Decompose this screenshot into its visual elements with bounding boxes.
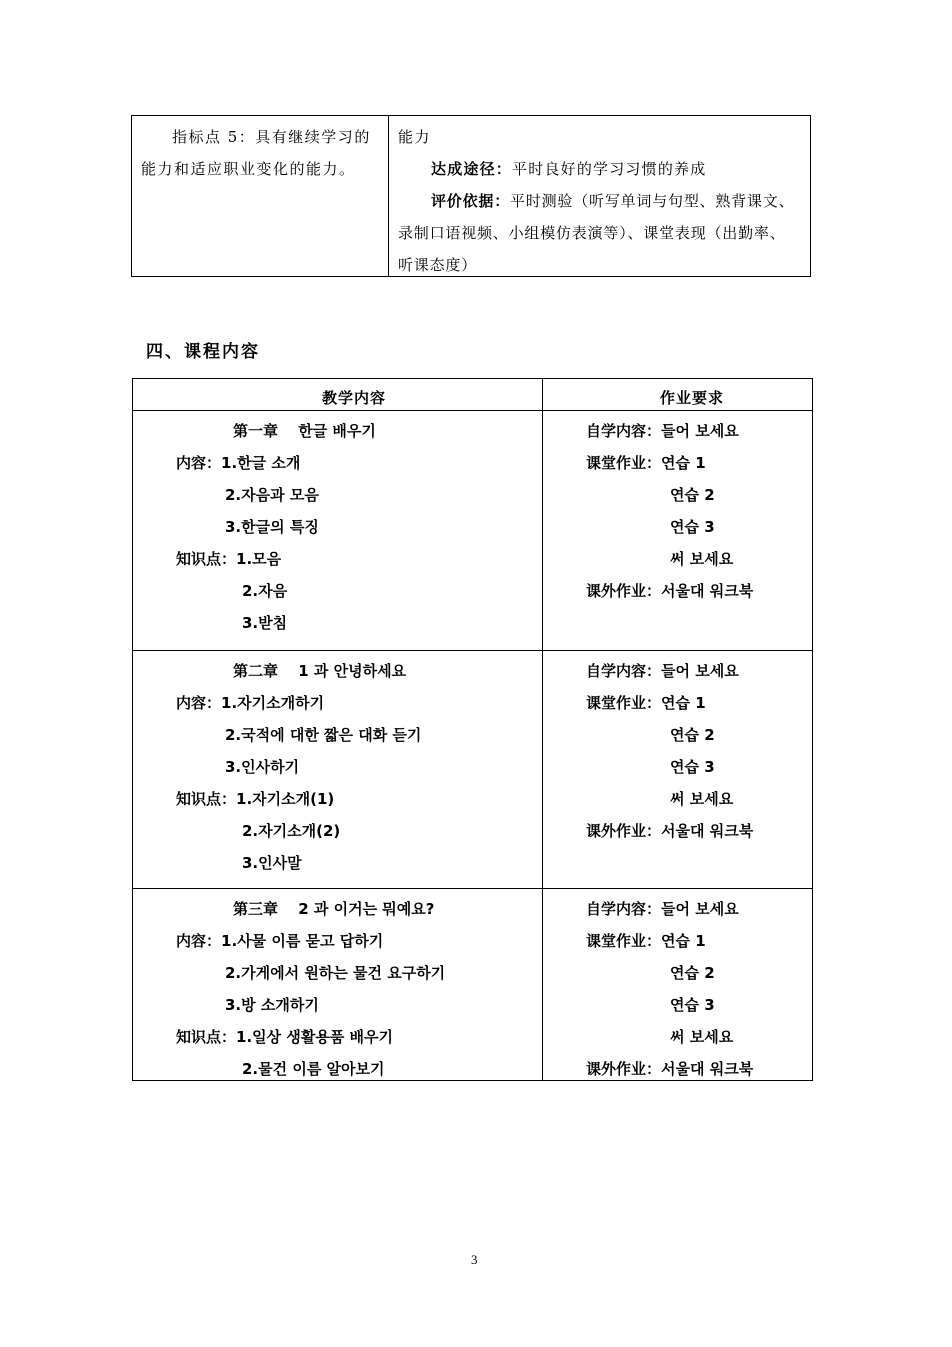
homework-line (586, 661, 739, 681)
knowledge-item: 1.일상 생활용품 배우기 (236, 1028, 394, 1046)
content-item: 2.자음과 모음 (225, 486, 319, 504)
content-item: 2.국적에 대한 짧은 대화 듣기 (225, 726, 422, 744)
page-number: 3 (471, 1252, 478, 1267)
content-label: 内容： (176, 454, 222, 472)
chapter-title: 第三章 2 과 이거는 뭐예요? (233, 900, 435, 918)
homework-text: 써 보세요 (670, 1028, 734, 1046)
header-homework: 作业要求 (660, 389, 725, 407)
homework-line (586, 421, 739, 441)
homework-label: 课堂作业： (586, 932, 662, 950)
header-content: 教学内容 (322, 389, 387, 407)
homework-text: 연습 3 (670, 758, 715, 776)
homework-text: 써 보세요 (670, 790, 734, 808)
homework-text: 써 보세요 (670, 550, 734, 568)
route-line (431, 159, 706, 179)
homework-text: 서울대 워크북 (661, 1060, 754, 1078)
knowledge-item: 2.자음 (242, 582, 288, 600)
knowledge-label: 知识点： (176, 1028, 237, 1046)
ability-text: 能力 (398, 128, 432, 146)
homework-label: 课外作业： (586, 1060, 662, 1078)
homework-label: 自学内容： (586, 422, 662, 440)
knowledge-item: 2.자기소개(2) (242, 822, 341, 840)
course-table-divider (542, 378, 543, 1081)
homework-text: 연습 3 (670, 518, 715, 536)
content-label: 内容： (176, 694, 222, 712)
homework-label: 课堂作业： (586, 694, 662, 712)
indicator-line-1: 指标点 5：具有继续学习的 (172, 128, 371, 146)
basis-line-2: 录制口语视频、小组模仿表演等）、课堂表现（出勤率、 (398, 224, 786, 242)
homework-line (586, 581, 753, 601)
knowledge-line (176, 1027, 393, 1047)
chapter-1-divider (132, 650, 813, 651)
knowledge-item: 3.인사말 (242, 854, 302, 872)
basis-text-1: 平时测验（听写单词与句型、熟背课文、 (510, 192, 795, 210)
homework-text: 연습 2 (670, 486, 715, 504)
homework-line (586, 453, 706, 473)
chapter-title: 第二章 1 과 안녕하세요 (233, 662, 407, 680)
chapter-title: 第一章 한글 배우기 (233, 422, 376, 440)
homework-line (586, 899, 739, 919)
knowledge-label: 知识点： (176, 790, 237, 808)
homework-text: 연습 2 (670, 726, 715, 744)
homework-text: 들어 보세요 (661, 422, 739, 440)
homework-line (586, 821, 753, 841)
homework-line (586, 1059, 753, 1079)
homework-text: 연습 2 (670, 964, 715, 982)
knowledge-line (176, 789, 334, 809)
content-line (176, 931, 383, 951)
homework-label: 自学内容： (586, 662, 662, 680)
homework-text: 서울대 워크북 (661, 582, 754, 600)
homework-text: 연습 1 (661, 694, 706, 712)
basis-line-3: 听课态度） (398, 256, 478, 274)
homework-text: 들어 보세요 (661, 900, 739, 918)
knowledge-item: 1.모음 (236, 550, 282, 568)
header-row-divider (132, 410, 813, 411)
homework-label: 课外作业： (586, 822, 662, 840)
knowledge-item: 1.자기소개(1) (236, 790, 335, 808)
homework-text: 연습 3 (670, 996, 715, 1014)
indicator-line-2: 能力和适应职业变化的能力。 (141, 160, 356, 178)
knowledge-item: 2.물건 이름 알아보기 (242, 1060, 385, 1078)
content-line (176, 693, 324, 713)
homework-text: 연습 1 (661, 932, 706, 950)
chapter-2-divider (132, 888, 813, 889)
homework-text: 연습 1 (661, 454, 706, 472)
homework-line (586, 931, 706, 951)
content-item: 1.사물 이름 묻고 답하기 (221, 932, 384, 950)
content-item: 1.한글 소개 (221, 454, 301, 472)
route-text: 平时良好的学习习惯的养成 (512, 160, 707, 178)
content-item: 3.인사하기 (225, 758, 300, 776)
basis-label: 评价依据： (431, 192, 511, 210)
knowledge-line (176, 549, 281, 569)
knowledge-item: 3.받침 (242, 614, 288, 632)
homework-label: 自学内容： (586, 900, 662, 918)
content-label: 内容： (176, 932, 222, 950)
top-table-divider (388, 115, 389, 277)
content-item: 3.방 소개하기 (225, 996, 319, 1014)
homework-label: 课堂作业： (586, 454, 662, 472)
homework-text: 서울대 워크북 (661, 822, 754, 840)
content-item: 2.가게에서 원하는 물건 요구하기 (225, 964, 446, 982)
content-item: 3.한글의 특징 (225, 518, 319, 536)
homework-line (586, 693, 706, 713)
section-heading: 四、课程内容 (146, 342, 260, 362)
basis-line (431, 191, 794, 211)
content-item: 1.자기소개하기 (221, 694, 325, 712)
homework-text: 들어 보세요 (661, 662, 739, 680)
knowledge-label: 知识点： (176, 550, 237, 568)
content-line (176, 453, 300, 473)
route-label: 达成途径： (431, 160, 513, 178)
homework-label: 课外作业： (586, 582, 662, 600)
